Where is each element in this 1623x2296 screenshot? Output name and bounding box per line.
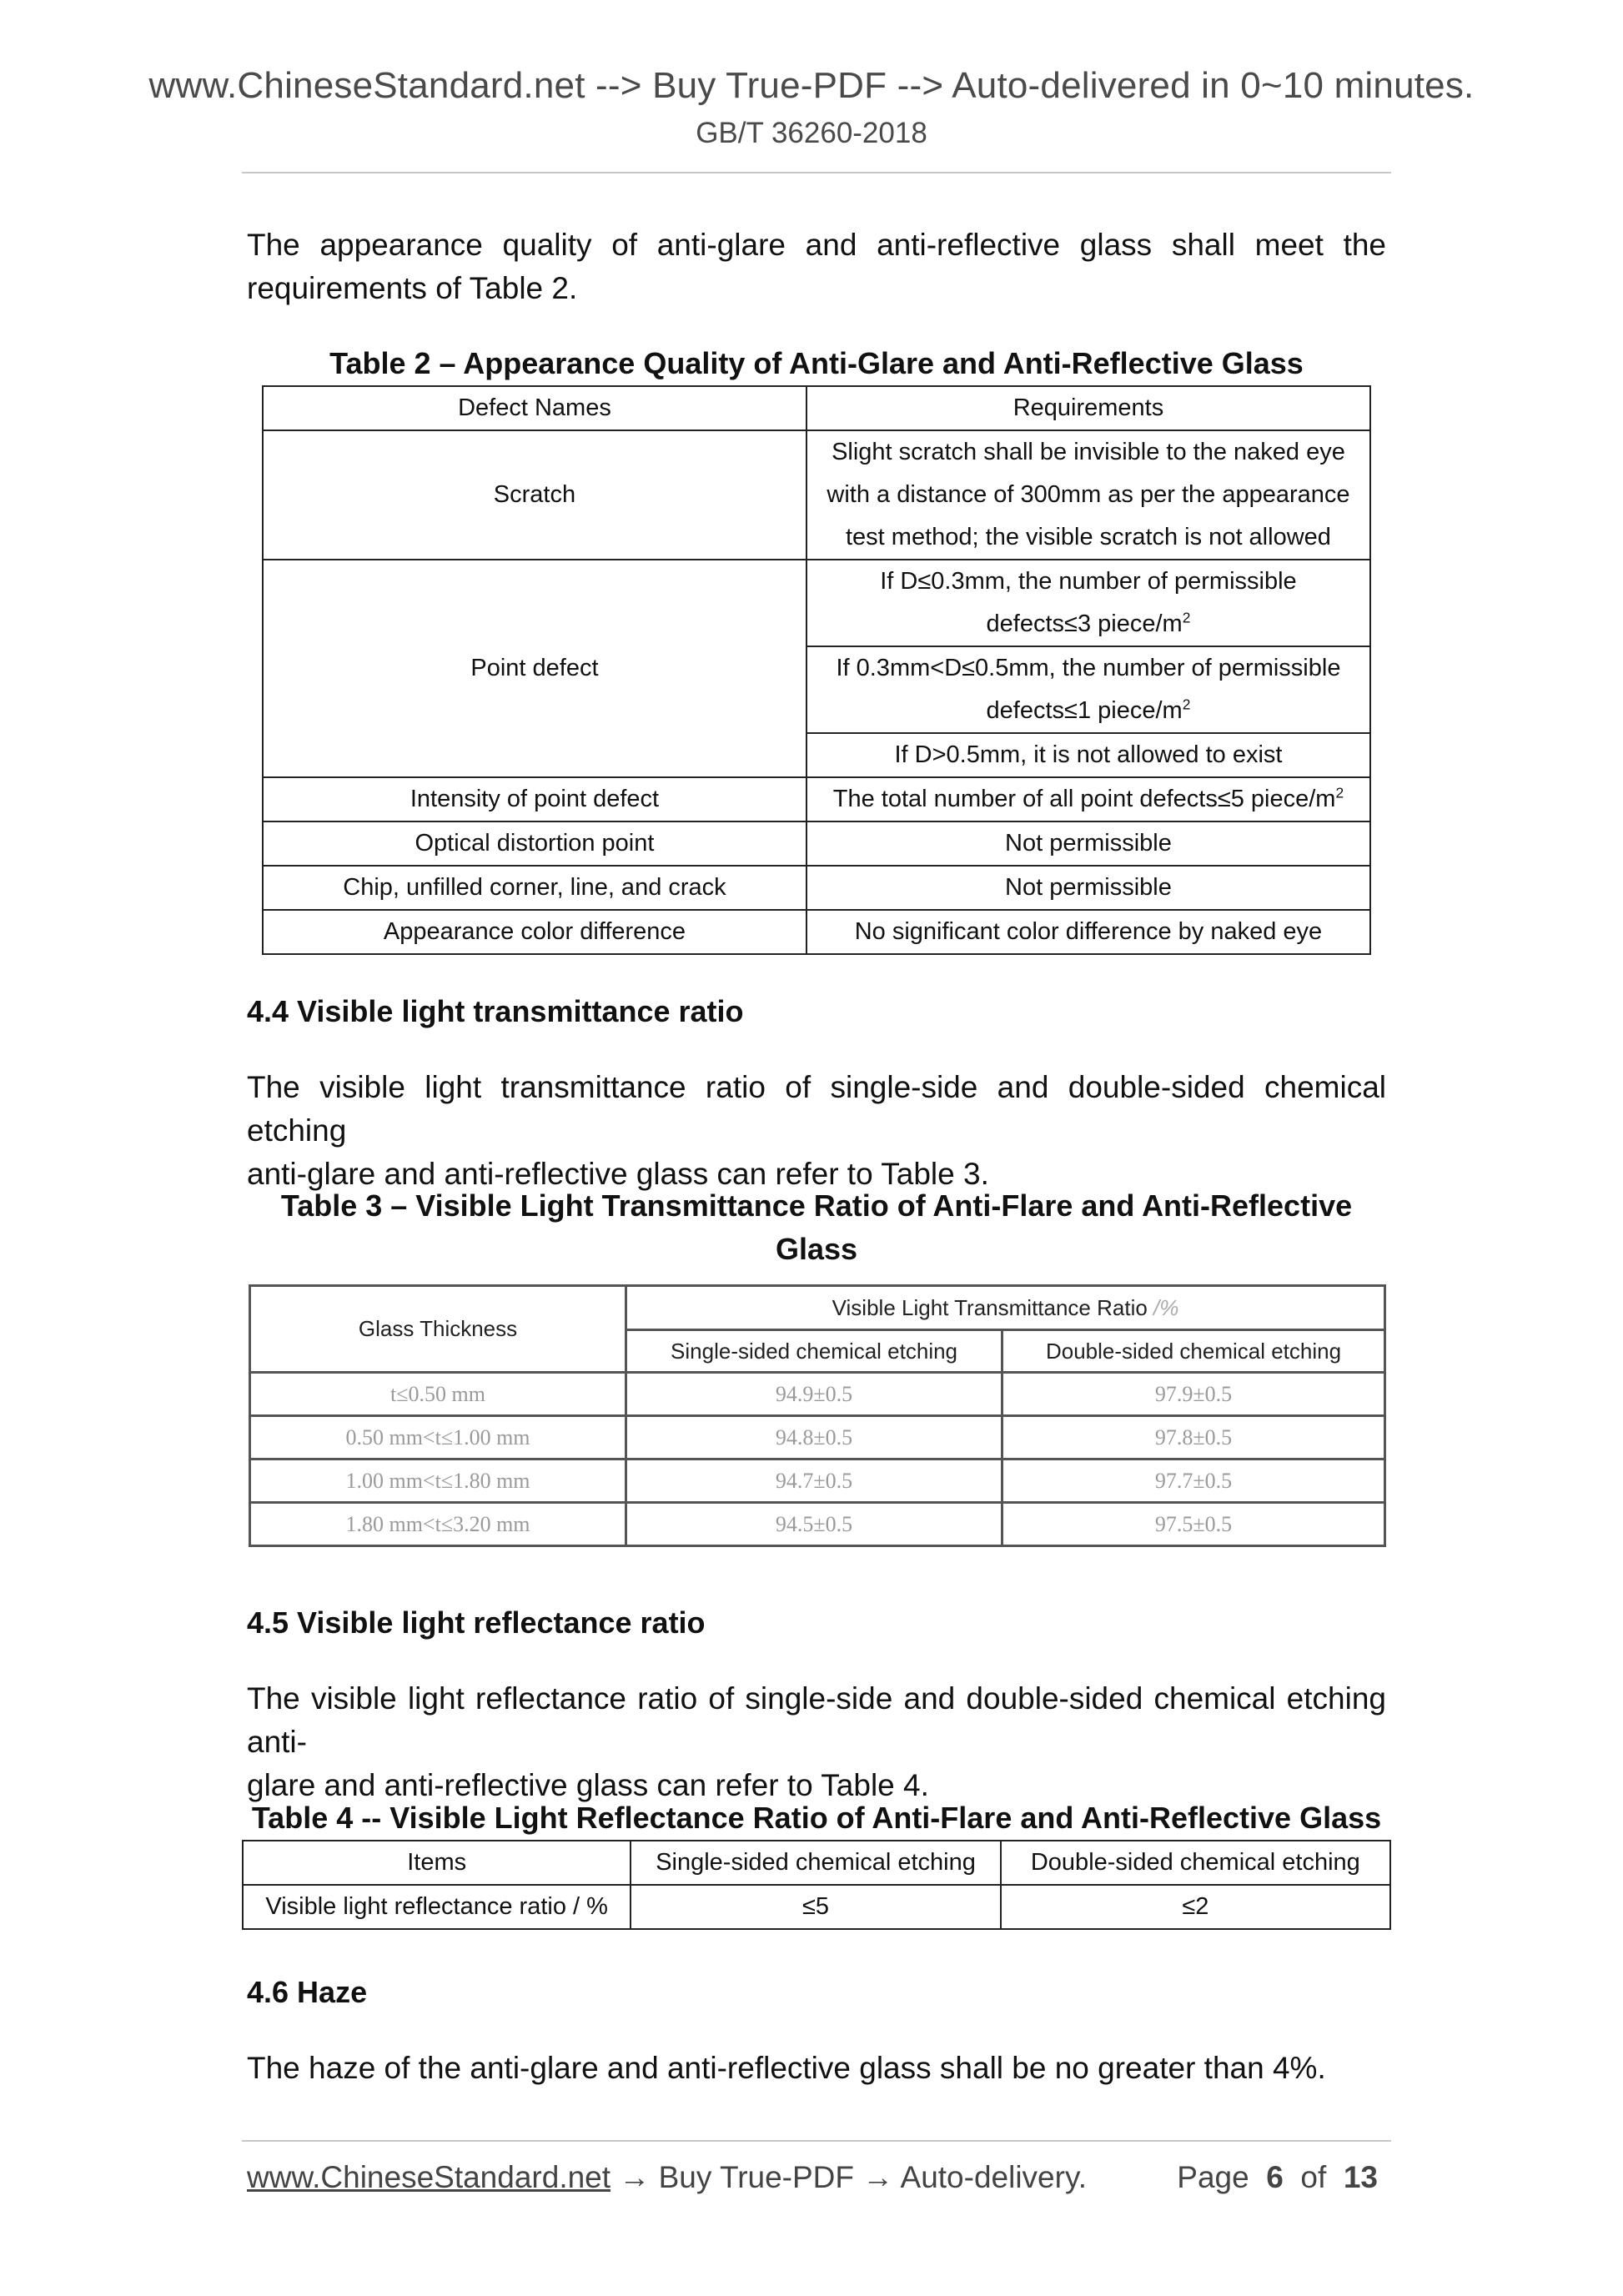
table-header-row: [243, 1841, 1390, 1885]
requirement-line: defects≤1 piece/m: [986, 697, 1183, 724]
header-single-sided: Single-sided chemical etching: [626, 1330, 1002, 1373]
defect-point: Point defect: [263, 560, 806, 777]
footer-divider: [242, 2140, 1391, 2142]
intro-line-1: The appearance quality of anti-glare and anti-reflective glass shall meet the: [247, 228, 1386, 262]
requirement-line: If D≤0.3mm, the number of permissible: [880, 568, 1297, 595]
table-row: [263, 821, 1370, 866]
header-divider: [242, 172, 1391, 173]
requirement-line: with a distance of 300mm as per the appearance: [827, 481, 1350, 508]
footer-tagline: → Buy True-PDF → Auto-delivery.: [611, 2160, 1087, 2194]
header-transmittance-group: [626, 1286, 1385, 1330]
table-row: [263, 910, 1370, 954]
document-id: GB/T 36260-2018: [696, 117, 927, 149]
intro-line-2: requirements of Table 2.: [247, 271, 578, 305]
table-row: [263, 777, 1370, 821]
header-defect-names: Defect Names: [263, 386, 806, 430]
section-4-6-paragraph: The haze of the anti-glare and anti-reflective glass shall be no greater than 4%.: [247, 2051, 1326, 2085]
double-value-cell: 97.7±0.5: [1002, 1459, 1385, 1503]
defect-color: Appearance color difference: [263, 910, 806, 954]
double-value-cell: 97.9±0.5: [1002, 1373, 1385, 1416]
section-4-5-paragraph: [247, 1677, 1386, 1807]
thickness-cell: 0.50 mm<t≤1.00 mm: [250, 1416, 626, 1459]
superscript: 2: [1335, 784, 1344, 801]
table-row: [263, 430, 1370, 560]
section-4-6-heading: 4.6 Haze: [247, 1975, 368, 2009]
double-value-cell: ≤2: [1001, 1885, 1390, 1929]
section-4-4-line-2: anti-glare and anti-reflective glass can refer to Table 3.: [247, 1157, 989, 1191]
double-value-cell: 97.5±0.5: [1002, 1503, 1385, 1546]
table4-caption: Table 4 -- Visible Light Reflectance Ratio of Anti-Flare and Anti-Reflective Glass: [251, 1801, 1382, 1835]
header-glass-thickness: Glass Thickness: [250, 1286, 626, 1373]
table3-caption: [247, 1184, 1386, 1271]
section-4-5-line-1: The visible light reflectance ratio of single-side and double-sided chemical etching anti-: [247, 1681, 1386, 1759]
header-double-sided: Double-sided chemical etching: [1001, 1841, 1390, 1885]
requirement-point-3: If D>0.5mm, it is not allowed to exist: [806, 733, 1370, 777]
table-row: [263, 866, 1370, 910]
thickness-cell: t≤0.50 mm: [250, 1373, 626, 1416]
table2-caption: Table 2 – Appearance Quality of Anti-Glare and Anti-Reflective Glass: [329, 346, 1304, 380]
header-group-unit: /%: [1153, 1294, 1179, 1320]
section-4-5-line-2: glare and anti-reflective glass can refer to Table 4.: [247, 1768, 929, 1802]
table-row: [250, 1503, 1385, 1546]
requirement-intensity: [806, 777, 1370, 821]
header-single-sided: Single-sided chemical etching: [631, 1841, 1000, 1885]
double-value-cell: 97.8±0.5: [1002, 1416, 1385, 1459]
superscript: 2: [1182, 609, 1191, 626]
section-4-4-heading: 4.4 Visible light transmittance ratio: [247, 994, 744, 1028]
header-requirements: Requirements: [806, 386, 1370, 430]
appearance-quality-table: [262, 385, 1371, 955]
page-total: 13: [1343, 2160, 1378, 2194]
thickness-cell: 1.80 mm<t≤3.20 mm: [250, 1503, 626, 1546]
single-value-cell: 94.9±0.5: [626, 1373, 1002, 1416]
table-row: [250, 1459, 1385, 1503]
intro-paragraph: [247, 224, 1386, 310]
requirement-line: test method; the visible scratch is not allowed: [846, 524, 1331, 550]
single-value-cell: ≤5: [631, 1885, 1000, 1929]
superscript: 2: [1182, 696, 1191, 713]
page-label: Page: [1177, 2160, 1249, 2194]
header-banner: www.ChineseStandard.net --> Buy True-PDF --> Auto-delivered in 0~10 minutes.: [148, 65, 1475, 106]
requirement-line: The total number of all point defects≤5 piece/m: [832, 786, 1336, 812]
page-number: 6: [1266, 2160, 1284, 2194]
requirement-line: defects≤3 piece/m: [986, 610, 1183, 637]
of-label: of: [1300, 2160, 1327, 2194]
requirement-line: If 0.3mm<D≤0.5mm, the number of permissible: [836, 655, 1341, 681]
page-indicator: [1177, 2160, 1378, 2195]
section-4-4-line-1: The visible light transmittance ratio of single-side and double-sided chemical etching: [247, 1070, 1386, 1148]
requirement-point-1: [806, 560, 1370, 646]
table-header-row: [263, 386, 1370, 430]
transmittance-table: [249, 1284, 1386, 1547]
table-row: [250, 1416, 1385, 1459]
table3-caption-line-2: Glass: [775, 1232, 858, 1266]
footer: [247, 2160, 1378, 2195]
header-double-sided: Double-sided chemical etching: [1002, 1330, 1385, 1373]
row-label: Visible light reflectance ratio / %: [243, 1885, 631, 1929]
single-value-cell: 94.7±0.5: [626, 1459, 1002, 1503]
table-header-row: [250, 1286, 1385, 1330]
requirement-chip: Not permissible: [806, 866, 1370, 910]
defect-optical: Optical distortion point: [263, 821, 806, 866]
section-4-4-paragraph: [247, 1066, 1386, 1196]
requirement-color: No significant color difference by naked eye: [806, 910, 1370, 954]
single-value-cell: 94.8±0.5: [626, 1416, 1002, 1459]
footer-site-link[interactable]: www.ChineseStandard.net: [247, 2160, 611, 2194]
header-items: Items: [243, 1841, 631, 1885]
thickness-cell: 1.00 mm<t≤1.80 mm: [250, 1459, 626, 1503]
table-row: [243, 1885, 1390, 1929]
reflectance-table: [242, 1840, 1391, 1930]
requirement-optical: Not permissible: [806, 821, 1370, 866]
table-row: [263, 560, 1370, 646]
defect-scratch: Scratch: [263, 430, 806, 560]
requirement-point-2: [806, 646, 1370, 733]
defect-intensity: Intensity of point defect: [263, 777, 806, 821]
defect-chip: Chip, unfilled corner, line, and crack: [263, 866, 806, 910]
header-group-label: Visible Light Transmittance Ratio: [832, 1294, 1148, 1320]
table-row: [250, 1373, 1385, 1416]
requirement-line: Slight scratch shall be invisible to the naked eye: [832, 439, 1345, 465]
table3-caption-line-1: Table 3 – Visible Light Transmittance Ratio of Anti-Flare and Anti-Reflective: [280, 1188, 1353, 1223]
single-value-cell: 94.5±0.5: [626, 1503, 1002, 1546]
section-4-5-heading: 4.5 Visible light reflectance ratio: [247, 1605, 706, 1640]
requirement-scratch: [806, 430, 1370, 560]
